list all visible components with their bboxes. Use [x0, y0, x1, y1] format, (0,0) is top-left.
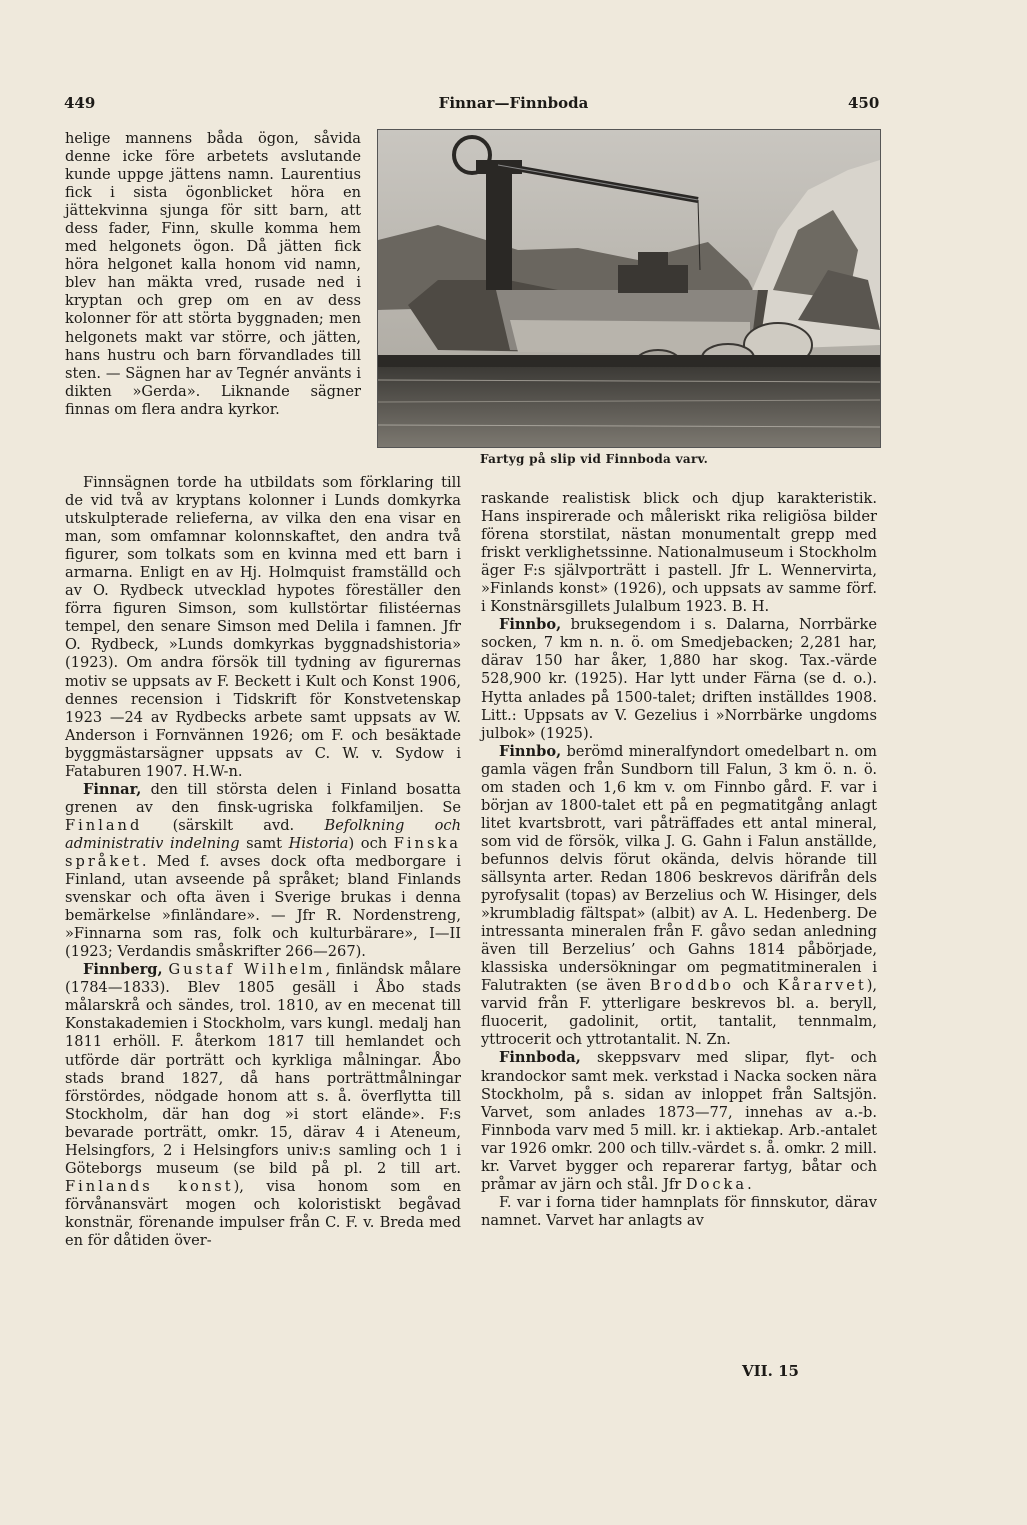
- entry-text: och: [742, 977, 770, 995]
- section-reference: Befolkning och administrativ indelning: [65, 816, 461, 852]
- cross-reference[interactable]: Docka: [685, 1175, 748, 1193]
- cross-reference[interactable]: Finlands konst: [65, 1177, 234, 1195]
- cross-reference[interactable]: Finska språket: [65, 834, 461, 870]
- entry-text: ), visa honom som en förvånansvärt mogen och koloristiskt begåvad konstnär, förenande impulser från C. F. v. Breda med en för dåtiden över-: [65, 1177, 461, 1249]
- entry-finnbo-bruk: [481, 616, 877, 742]
- entry-headword: Finnboda,: [499, 1049, 581, 1067]
- photo-caption: Fartyg på slip vid Finnboda varv.: [480, 452, 709, 466]
- running-title: Finnar—Finnboda: [438, 94, 589, 112]
- paragraph-laurentius: helige mannens båda ögon, såvida denne icke före arbetets avslutande kunde uppge jättens namn. Laurentius fick i sista ögonblicket höra en jättekvinna sjunga för sitt barn, att dess fader, Finn, skulle komma hem med helgonets ögon. Då jätten fick höra helgonet kalla honom vid namn, blev han mäkta vred, rusade ned i kryptan och grep om en av dess kolonner för att störta byggnaden; men helgonets makt var större, och jätten, hans hustru och barn förvandlades till sten. — Sägnen har av Tegnér använts i dikten »Gerda». Liknande sägner finnas om flera andra kyrkor.: [65, 130, 361, 418]
- entry-text: .: [747, 1175, 752, 1193]
- author-signature: N. Zn.: [685, 1031, 731, 1049]
- shipyard-photo: [377, 129, 881, 448]
- entry-text: ), varvid från F. ytterligare beskrevos bl. a. beryll, fluocerit, gadolinit, ortit, tantalit, tennmalm, yttrocerit och yttrotantalit.: [481, 977, 878, 1049]
- entry-text: raskande realistisk blick och djup karakteristik. Hans inspirerade och måleriskt rika religiösa bilder förena storstilat, nästan monumentalt grepp med friskt verklighetssinne. Nationalmuseum i Stockholm äger F:s självporträtt i pastell. Jfr L. Wennervirta, »Finlands konst» (1926), och uppsats av samme förf. i Konstnärsgillets Julalbum 1923.: [481, 490, 877, 616]
- cross-reference[interactable]: Kårarvet: [777, 977, 867, 995]
- paragraph-finnsagnen-text: Finnsägnen torde ha utbildats som förklaring till de vid två av kryptans kolonner i Lunds domkyrka utskulpterade relieferna, av vilka den ena visar en man, som omfamnar kolonnskaftet, den andra två figurer, som tolkats som en kvinna med ett barn i armarna. Enligt en av Hj. Holmquist framställd och av O. Rydbeck utvecklad hypotes föreställer den förra figuren Simson, som kullstörtar filistéernas tempel, den senare Simson med Delila i famnen. Jfr O. Rydbeck, »Lunds domkyrkas byggnadshistoria» (1923). Om andra försök till tydning av figurernas motiv se uppsats av F. Beckett i Kult och Konst 1906, dennes recension i Tidskrift för Konstvetenskap 1923 —24 av Rydbecks arbete samt uppsats av W. Anderson i Fornvännen 1926; om F. och besäktade byggmästarsägner uppsats av C. W. v. Sydow i Fataburen 1907.: [65, 474, 461, 780]
- entry-text: ) och: [348, 834, 388, 852]
- cross-reference[interactable]: Broddbo: [649, 977, 735, 995]
- entry-text: . Med f. avses dock ofta medborgare i Finland, utan avseende på språket; bland Finlands svenskar och ofta även i Sverige brukas i denna bemärkelse »finländare». — Jfr R. Nordenstreng, »Finnarna som ras, folk och kulturbärare», I—II (1923; Verdandis småskrifter 266—267).: [65, 852, 461, 961]
- shipyard-photo-drawing: [378, 130, 880, 447]
- paragraph-finnsagnen: [65, 474, 461, 781]
- person-name: Gustaf Wilhelm: [168, 961, 326, 979]
- entry-text: berömd mineralfyndort omedelbart n. om gamla vägen från Sundborn till Falun, 3 km ö. n. ö. om staden och 1,6 km v. om Finnbo gård. F. var i början av 1800-talet ett på en pegmatitgång anlagt litet kvartsbrott, vari påträffades ett antal mineral, som vid de försök, vilka J. G. Gahn i Falun anställde, befunnos delvis förut okända, delvis hörande till sällsynta arter. Redan 1806 beskrevos därifrån dels pyrofysalit (topas) av Berzelius och W. Hisinger, dels »krumbladig fältspat» (albit) av A. L. Hedenberg. De intressanta mineralen från F. gåvo sedan anledning även till Berzelius’ och Gahns 1814 påbörjade, klassiska undersökningar om pegmatitmineralen i Falutrakten (se även: [481, 742, 877, 995]
- author-signature: B. H.: [731, 598, 770, 616]
- paragraph-finnberg-cont: [481, 490, 877, 616]
- entry-finnar: [65, 781, 461, 961]
- cross-reference[interactable]: Finland: [65, 816, 143, 834]
- entry-text: bruksegendom i s. Dalarna, Norrbärke socken, 7 km n. n. ö. om Smedjebacken; 2,281 har, därav 150 har åker, 1,880 har skog. Tax.-värde 528,900 kr. (1925). Har lytt under Färna (se d. o.). Hytta anlades på 1500-talet; driften inställdes 1908. Litt.: Uppsats av V. Gezelius i »Norrbärke ungdoms julbok» (1925).: [481, 616, 878, 742]
- entry-finnboda: [481, 1049, 877, 1193]
- entry-text: samt: [246, 834, 283, 852]
- page-number-left: 449: [64, 94, 96, 112]
- entry-text: den till största delen i Finland bosatta grenen av den finsk-ugriska folkfamiljen. Se: [65, 780, 462, 816]
- section-reference: Historia: [288, 834, 349, 852]
- entry-headword: Finnar,: [83, 780, 142, 798]
- entry-headword: Finnbo,: [499, 742, 562, 760]
- entry-finnbo-mineral: [481, 743, 877, 1050]
- entry-headword: Finnbo,: [499, 616, 562, 634]
- author-signature: H.W-n.: [192, 762, 243, 780]
- left-column-bottom: [65, 474, 461, 1250]
- entry-text: (särskilt avd.: [172, 816, 295, 834]
- right-column: [481, 490, 877, 1230]
- entry-text: , finländsk målare (1784—1833). Blev 1805 gesäll i Åbo stads målarskrå och sändes, trol. 1810, av en mecenat till Konstakademien i Stockholm, vars kungl. medalj han 1811 erhöll. F. återkom 1817 till hemlandet och utförde där porträtt och kyrkliga målningar. Åbo stads brand 1827, då hans porträttmålningar förstördes, nödgade honom att s. å. överflytta till Stockholm, där han dog »i stort elände». F:s bevarade porträtt, omkr. 15, därav 4 i Ateneum, Helsingfors, 2 i Helsingfors univ:s samling och 1 i Göteborgs museum (se bild på pl. 2 till art.: [65, 961, 461, 1177]
- page-number-right: 450: [848, 94, 880, 112]
- left-column-top: [65, 130, 361, 419]
- entry-finnberg: [65, 961, 461, 1250]
- printer-signature: VII. 15: [742, 1362, 799, 1380]
- entry-headword: Finnberg,: [83, 961, 163, 979]
- entry-text: skeppsvarv med slipar, flyt- och krandockor samt mek. verkstad i Nacka socken nära Stockholm, på s. sidan av inloppet från Saltsjön. Varvet, som anlades 1873—77, innehas av a.-b. Finnboda varv med 5 mill. kr. i aktiekap. Arb.-antalet var 1926 omkr. 200 och tillv.-värdet s. å. omkr. 2 mill. kr. Varvet bygger och reparerar fartyg, båtar och pråmar av järn och stål. Jfr: [481, 1049, 877, 1193]
- paragraph-finnboda-history: F. var i forna tider hamnplats för finnskutor, därav namnet. Varvet har anlagts av: [481, 1193, 877, 1229]
